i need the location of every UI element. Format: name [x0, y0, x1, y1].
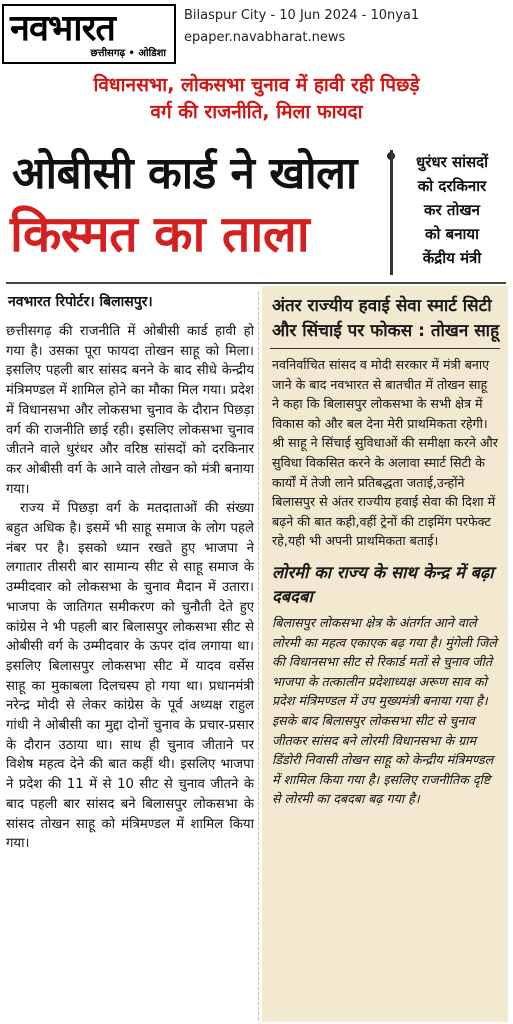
sidebar-line-5: केंद्रीय मंत्री — [422, 249, 482, 267]
box-body-1: नवनिर्वाचित सांसद व मोदी सरकार में मंत्री बनाए जाने के बाद नवभारत से बातचीत में तोखन साहू ने कहा कि बिलासपुर लोकसभा के सभी क्षेत्र में विकास को और बल देना मेरी प्राथमिकता रहेगी। श्री साहू ने सिंचाई सुविधाओं की समीक्षा करने और सुविधा विकसित करने के अलावा स्मार्ट सिटी के कार्यों में तेजी लाने प्रतिबद्धता जताई,उन्होंने बिलासपुर से अंतर राज्यीय हवाई सेवा की दिशा में बढ़ने की बात कही,वहीं ट्रेनों की टाइमिंग परफेक्ट रहे,यही भी अपनी प्राथमिकता बताई। — [272, 357, 498, 549]
masthead — [0, 0, 513, 64]
kicker-line-2: वर्ग की राजनीति, मिला फायदा — [150, 101, 363, 123]
column-separator — [258, 292, 259, 1020]
edition-line: Bilaspur City - 10 Jun 2024 - 10nya1 — [184, 8, 420, 23]
box-body-2: बिलासपुर लोकसभा क्षेत्र के अंतर्गत आने वाले लोरमी का महत्व एकाएक बढ़ गया है। मुंगेली जिले की विधानसभा सीट से रिकार्ड मतों से चुनाव जीते भाजपा के तत्कालीन प्रदेशाध्यक्ष अरूण साव को प्रदेश मंत्रिमण्डल में उप मुख्यमंत्री बनाया गया है। इसके बाद बिलासपुर लोकसभा सीट से चुनाव जीतकर सांसद बने लोरमी विधानसभा के ग्राम डिंडोरी निवासी तोखन साहू को केन्द्रीय मंत्रिमण्डल में शामिल किया गया है। इसलिए राजनीतिक दृष्टि से लोरमी का दबदबा बढ़ गया है। — [272, 614, 497, 807]
box-heading-1: अंतर राज्यीय हवाई सेवा स्मार्ट सिटी और सिंचाई पर फोकस : तोखन साहू — [272, 296, 500, 341]
box-heading-rule — [270, 348, 500, 349]
article-body — [6, 322, 254, 1022]
headline-line-1: ओबीसी कार्ड ने खोला — [12, 148, 357, 199]
paragraph-1: छत्तीसगढ़ की राजनीति में ओबीसी कार्ड हावी हो गया है। उसका पूरा फायदा तोखन साहू को मिला। इसलिए पहली बार सांसद बनने के बाद सीधे केन्द्रीय मंत्रिमण्डल में शामिल होने का मौका मिल गया। प्रदेश में विधानसभा और लोकसभा चुनाव के दौरान पिछड़ा वर्ग की राजनीति छाई रही। इसलिए लोकसभा चुनाव जीतने वाले धुरंधर और वरिष्ठ सांसदों को दरकिनार कर ओबीसी वर्ग के आने वाले तोखन को मंत्री बनाया गया। — [6, 324, 254, 497]
paragraph-2: राज्य में पिछड़ा वर्ग के मतदाताओं की संख्या बहुत अधिक है। इसमें भी साहू समाज के लोग पहले नंबर पर है। इसको ध्यान रखते हुए भाजपा ने लगातार तीसरी बार सामान्य सीट से साहू समाज के उम्मीदवार को लोकसभा के चुनाव मैदान में उतारा। भाजपा के जातिगत समीकरण को चुनौती देते हुए कांग्रेस ने भी पहली बार बिलासपुर लोकसभा सीट से ओबीसी वर्ग के उम्मीदवार के ऊपर दांव लगाया था। इसलिए बिलासपुर लोकसभा सीट में यादव वर्सेस साहू का मुकाबला दिलचस्प हो गया था। प्रधानमंत्री नरेन्द्र मोदी से लेकर कांग्रेस के पूर्व अध्यक्ष राहुल गांधी ने ओबीसी का मुद्दा दोनों चुनाव के प्रचार-प्रसार के दौरान उठाया था। साथ ही चुनाव जीताने पर विशेष महत्व देने की बात कहीं थी। इसलिए भाजपा ने प्रदेश की 11 में से 10 सीट से चुनाव जीतने के बाद पहली बार सांसद बने बिलासपुर लोकसभा के सांसद तोखन साहू को मंत्रिमण्डल में शामिल किया गया। — [6, 501, 254, 852]
logo-text: नवभारत — [10, 7, 115, 49]
headline-line-2: किस्मत का ताला — [10, 205, 310, 263]
headline-rule — [6, 282, 506, 284]
box-heading-2: लोरमी का राज्य के साथ केन्द्र में बढ़ा दबदबा — [272, 562, 494, 606]
sidebar-line-2: को दरकिनार — [417, 177, 487, 195]
headline-sidebar — [390, 150, 511, 275]
interview-box — [262, 286, 508, 1022]
kicker-line-1: विधानसभा, लोकसभा चुनाव में हावी रही पिछड़े — [93, 74, 420, 96]
logo-subtitle: छत्तीसगढ़ • ओडिशा — [90, 48, 166, 59]
sidebar-line-3: कर तोखन — [424, 201, 480, 219]
sidebar-line-4: को बनाया — [425, 225, 479, 243]
site-url: epaper.navabharat.news — [184, 30, 346, 45]
sidebar-line-1: धुरंधर सांसदों — [416, 153, 488, 171]
newspaper-logo — [2, 4, 176, 64]
byline: नवभारत रिपोर्टर। बिलासपुर। — [8, 294, 153, 310]
kicker — [0, 66, 513, 144]
